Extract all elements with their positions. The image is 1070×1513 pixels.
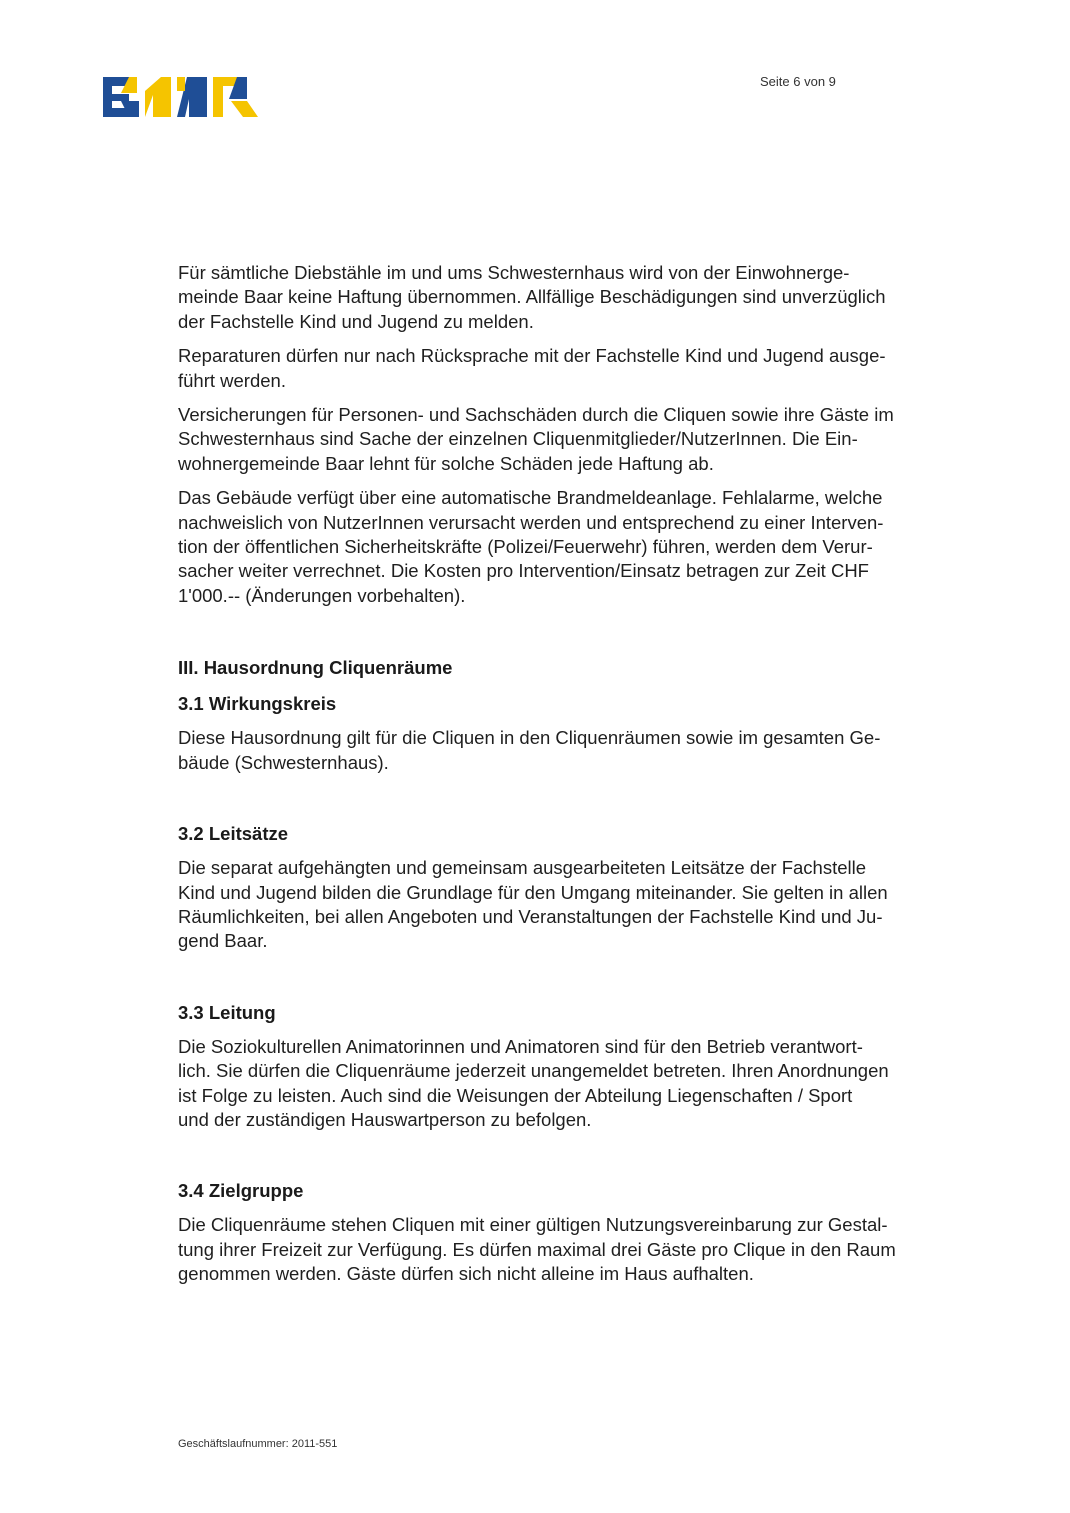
subsection-text-leitsaetze: Die separat aufgehängten und gemeinsam ausgearbeiteten Leitsätze der Fachstelle Kind und Jugend bilden die Grundlage für den Umgang miteinander. Sie gelten in allen Räumlichkeiten, bei allen Angeboten und Veranstaltungen der Fachstelle Kind und Ju- gend Baar. bbox=[178, 857, 888, 952]
subsection-text-wirkungskreis: Diese Hausordnung gilt für die Cliquen in den Cliquenräumen sowie im gesamten Ge- bäude (Schwesternhaus). bbox=[178, 727, 881, 773]
document-body bbox=[178, 261, 948, 1297]
subsection-text-zielgruppe: Die Cliquenräume stehen Cliquen mit einer gültigen Nutzungsvereinbarung zur Gestal- tung ihrer Freizeit zur Verfügung. Es dürfen maximal drei Gäste pro Clique in den Raum genommen werden. Gäste dürfen sich nicht alleine im Haus aufhalten. bbox=[178, 1214, 896, 1285]
subsection-title-zielgruppe: 3.4 Zielgruppe bbox=[178, 1180, 304, 1202]
section-title: III. Hausordnung Cliquenräume bbox=[178, 657, 453, 679]
subsection-text-leitung: Die Soziokulturellen Animatorinnen und Animatoren sind für den Betrieb verantwort- lich. Sie dürfen die Cliquenräume jederzeit unangemeldet betreten. Ihren Anordnungen ist Folge zu leisten. Auch sind die Weisungen der Abteilung Liegenschaften / Sport und der zuständigen Hauswartperson zu befolgen. bbox=[178, 1035, 889, 1130]
subsection-title-wirkungskreis: 3.1 Wirkungskreis bbox=[178, 693, 337, 715]
subsection-title-leitung: 3.3 Leitung bbox=[178, 1001, 276, 1023]
paragraph-repairs: Reparaturen dürfen nur nach Rücksprache mit der Fachstelle Kind und Jugend ausge- führt werden. bbox=[178, 345, 886, 391]
paragraph-insurance: Versicherungen für Personen- und Sachschäden durch die Cliquen sowie ihre Gäste im Schwesternhaus sind Sache der einzelnen Cliquenmitglieder/NutzerInnen. Die Ein- wohnergemeinde Baar lehnt für solche Schäden jede Haftung ab. bbox=[178, 404, 894, 474]
paragraph-fire-alarm: Das Gebäude verfügt über eine automatische Brandmeldeanlage. Fehlalarme, welche nachweislich von NutzerInnen verursacht werden und entsprechend zu einer Interven- tion der öffentlichen Sicherheitskräfte (Polizei/Feuerwehr) führen, werden dem Verur- sacher weiter verrechnet. Die Kosten pro Intervention/Einsatz betragen zur Zeit CHF 1'000.-- (Änderungen vorbehalten). bbox=[178, 487, 884, 606]
baar-logo bbox=[103, 77, 258, 117]
paragraph-theft-liability: Für sämtliche Diebstähle im und ums Schwesternhaus wird von der Einwohnerge- meinde Baar keine Haftung übernommen. Allfällige Beschädigungen sind unverzüglich der Fachstelle Kind und Jugend zu melden. bbox=[178, 262, 886, 332]
footer-reference-number: Geschäftslaufnummer: 2011-551 bbox=[178, 1438, 338, 1450]
subsection-title-leitsaetze: 3.2 Leitsätze bbox=[178, 823, 289, 845]
page-number: Seite 6 von 9 bbox=[760, 74, 836, 89]
